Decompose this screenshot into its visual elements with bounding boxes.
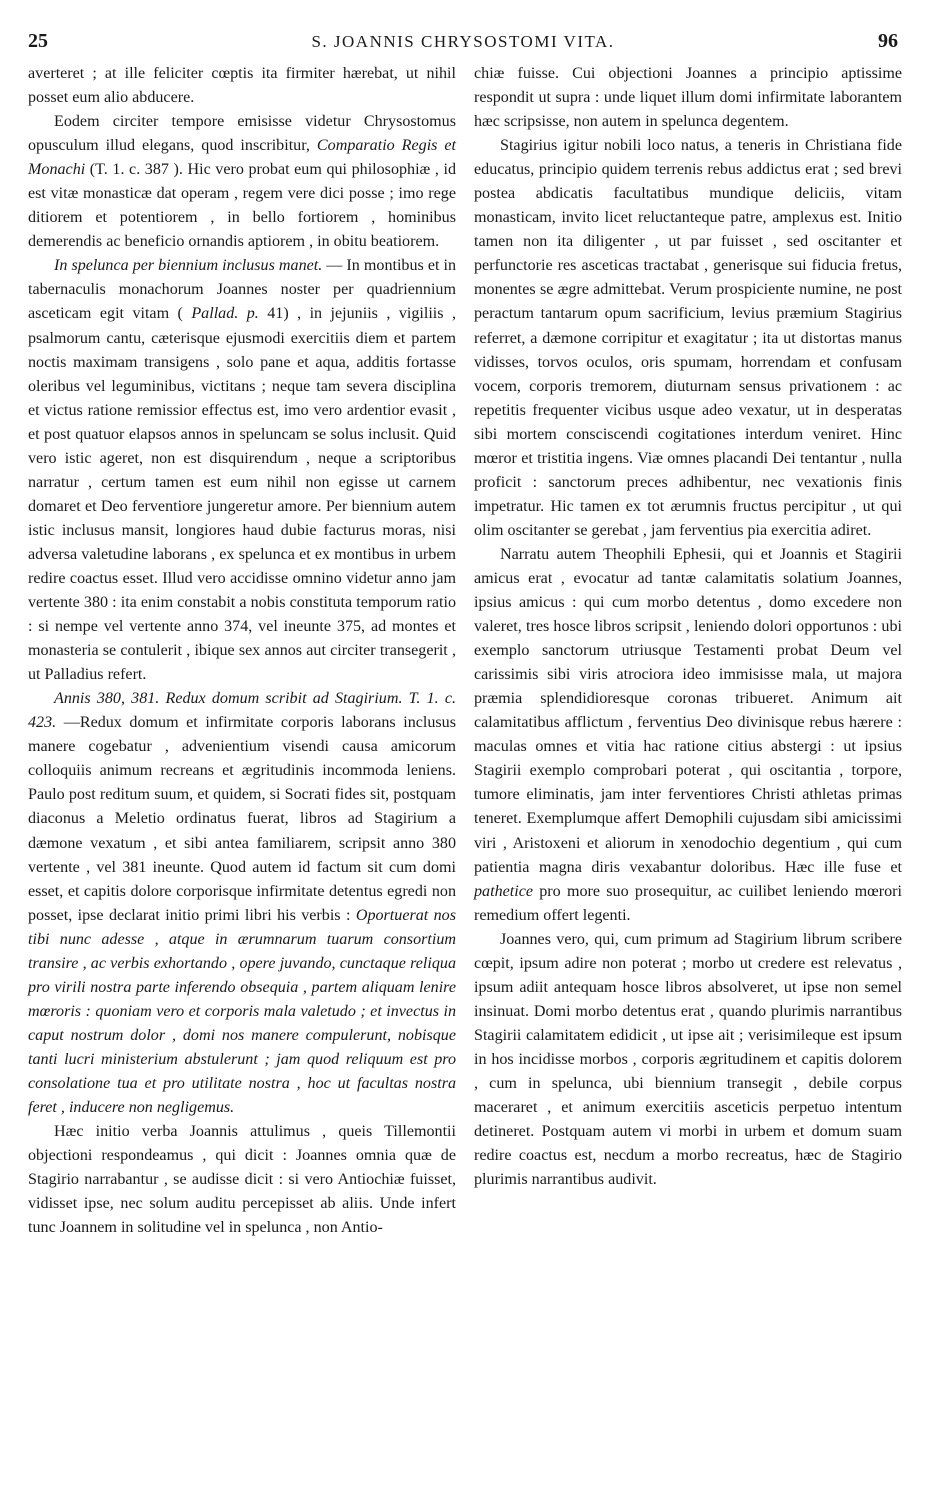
paragraph-continuation: averteret ; at ille feliciter cœptis ita firmiter hærebat, ut nihil posset eum alio abducere. bbox=[28, 65, 456, 107]
work-title: Comparatio Regis et Monachi bbox=[28, 137, 456, 179]
citation: Pallad. p. bbox=[191, 305, 259, 323]
running-title: S. JOANNIS CHRYSOSTOMI VITA. bbox=[311, 32, 615, 51]
section-heading: Annis 380, 381. Redux domum scribit ad Stagirium. T. 1. c. 423. bbox=[28, 690, 456, 732]
paragraph-joannes: Joannes vero, qui, cum primum ad Stagirium librum scribere cœpit, ipsum adire non poterat ; morbo ut credere est relevatus , ipsum adiit antequam hosce libros absolveret, ut ipse non semel insinuat. Domi morbo detentus erat , quando plurimis narrantibus Stagirii calamitatem edidicit , ut ipse ait ; verisimileque est ipsum in hos incidisse morbos , corporis ægritudinem et capitis dolorem , cum in spelunca, ubi biennium transegit , debile corpus maceraret , et animum exercitiis asceticis perpetuo intentum detineret. Postquam autem vi morbi in urbem et domum suam redire coactus est, necdum a morbo recreatus, hæc de Stagirio plurimis narrantibus audivit. bbox=[474, 930, 902, 1189]
right-column bbox=[474, 62, 902, 1192]
paragraph-continuation: chiæ fuisse. Cui objectioni Joannes a principio aptissime respondit ut supra : unde liquet illum domi infirmitate laborantem hæc scripsisse, non autem in spelunca degentem. bbox=[474, 65, 902, 131]
paragraph-stagirius: Stagirius igitur nobili loco natus, a teneris in Christiana fide educatus, principio quidem terrenis rebus addictus erat ; sed brevi postea abdicatis facultatibus mundique deliciis, vitam monasticam, invito licet reluctanteque patre, amplexus est. Initio tamen non ita diligenter , ut par fuisset , sed oscitanter et perfunctorie res asceticas tractabat , generisque sui fiducia fretus, monentes se ægre admittebat. Verum prospiciente numine, ne post peractum tantarum opum sacrificium, levius præmium Stagirius referret, a dæmone corripitur et exagitatur ; ita ut distortas manus vidisses, torvos oculos, oris spumam, horrendam et confusam vocem, corporis tremorem, diuturnam sensus privationem : ac repetitis frequenter vicibus usque adeo vexatur, ut in desperatas sibi mortem consciscendi cogitationes interdum veniret. Hinc mœror et tristitia ingens. Viæ omnes placandi Dei tentantur , nulla proficit : sanctorum preces adhibentur, nec vexationis finis impetratur. Hic tamen ex tot ærumnis fructus percipitur , ut qui olim oscitanter se gerebat , jam ferventius pia exercitia adiret. bbox=[474, 137, 902, 539]
page-number-right: 96 bbox=[878, 30, 898, 52]
page-header bbox=[28, 30, 898, 56]
emphasis: pathetice bbox=[474, 882, 533, 900]
paragraph-redux: Annis 380, 381. Redux domum scribit ad Stagirium. T. 1. c. 423. —Redux domum et infirmitate corporis laborans inclusus manere cogebatur , advenientium visendi causa amicorum colloquiis animum recreans et ægritudinis incommoda leniens. Paulo post reditum suum, et quidem, si Socrati fides sit, postquam diaconus a Meletio ordinatus fuerat, libros ad Stagirium a dæmone vexatum , et sibi antea familiarem, scripsit anno 380 vertente , vel 381 ineunte. Quod autem id factum sit cum domi esset, et capitis dolore corporisque infirmitate detentus egredi non posset, ipse declarat initio primi libri his verbis : Oportuerat nos tibi nunc adesse , atque in ærumnarum tuarum consortium transire , ac verbis exhortando , opere juvando, cunctaque reliqua pro virili nostra parte inferendo obsequia , partem aliquam lenire mœroris : quoniam vero et corporis mala valetudo ; et invectus in caput nostrum dolor , domi nos manere compulerunt, nobisque tanti lucri ministerium abstulerunt ; jam quod reliquum est pro consolatione tua et pro utilitate nostra , hoc ut facultas nostra feret , inducere non negligemus. bbox=[28, 690, 456, 1117]
paragraph-tillemont: Hæc initio verba Joannis attulimus , queis Tillemontii objectioni respondeamus , qui dicit : Joannes omnia quæ de Stagirio narrabantur , se audisse dicit : si vero Antiochiæ fuisset, vidisset ipse, nec solum auditu percepisset ab aliis. Unde infert tunc Joannem in solitudine vel in spelunca , non Antio- bbox=[28, 1123, 456, 1237]
left-column bbox=[28, 62, 456, 1240]
quotation: Oportuerat nos tibi nunc adesse , atque in ærumnarum tuarum consortium transire , ac verbis exhortando , opere juvando, cunctaque reliqua pro virili nostra parte inferendo obsequia , partem aliquam lenire mœroris : quoniam vero et corporis mala valetudo ; et invectus in caput nostrum dolor , domi nos manere compulerunt, nobisque tanti lucri ministerium abstulerunt ; jam quod reliquum est pro consolatione tua et pro utilitate nostra , hoc ut facultas nostra feret , inducere non negligemus. bbox=[28, 906, 456, 1117]
section-heading: In spelunca per biennium inclusus manet. bbox=[54, 257, 323, 275]
paragraph-comparatio: Eodem circiter tempore emisisse videtur Chrysostomus opusculum illud elegans, quod inscribitur, Comparatio Regis et Monachi (T. 1. c. 387 ). Hic vero probat eum qui philosophiæ , id est vitæ monasticæ dat operam , regem vere dici posse ; imo rege ditiorem et potentiorem , in bello fortiorem , hominibus demerendis ac beneficio ornandis aptiorem , in obitu beatiorem. bbox=[28, 113, 456, 251]
paragraph-theophilus: Narratu autem Theophili Ephesii, qui et Joannis et Stagirii amicus erat , evocatur ad tantæ calamitatis solatium Joannes, ipsius amicus : qui cum morbo detentus , domo excedere non valeret, tres hosce libros scripsit , leniendo dolori opportunos : ubi exemplo sanctorum utriusque Testamenti probat Deum vel carissimis sibi viris atrociora ideo immisisse mala, ut majora præmia splendidioresque coronas tribueret. Animum ait calamitatibus afflictum , ferventius Deo divinisque rebus hærere : maculas omnes et vitia hac ratione citius abstergi : ut ipsius Stagirii exemplo comprobari poterat , qui oscitantia , torpore, tumore eliminatis, jam inter ferventiores Christi athletas primas teneret. Exemplumque affert Demophili cujusdam sibi amicissimi viri , Aristoxeni et aliorum in xenodochio degentium , qui cum patientia magna diris vexabantur doloribus. Hæc ille fuse et pathetice pro more suo prosequitur, ac cuilibet leniendo mœrori remedium offert legenti. bbox=[474, 545, 902, 924]
page-number-left: 25 bbox=[28, 30, 48, 52]
paragraph-spelunca: In spelunca per biennium inclusus manet. — In montibus et in tabernaculis monachorum Joannes noster per quadriennium asceticam egit vitam ( Pallad. p. 41) , in jejuniis , vigiliis , psalmorum cantu, cæterisque ejusmodi exercitiis diem et partem noctis maximam transigens , solo pane et aqua, additis fortasse oleribus vel leguminibus, victitans ; neque tam severa disciplina et victus ratione remissior effectus est, imo vero ardentior evasit , et post quatuor elapsos annos in speluncam se solus inclusit. Quid vero istic ageret, non est disquirendum , neque a scriptoribus narratur , certum tamen est eum nihil non egisse ut carnem domaret et Deo ferventiore jungeretur amore. Per biennium autem istic inclusus mansit, longiores haud dubie facturus moras, nisi adversa valetudine laborans , ex spelunca et ex montibus in urbem redire coactus esset. Illud vero accidisse omnino videtur anno jam vertente 380 : ita enim constabit a nobis constituta temporum ratio : si nempe vel vertente anno 374, vel ineunte 375, ad montes et monasteria se contulerit , ibique sex annos aut circiter transegerit , ut Palladius refert. bbox=[28, 257, 457, 684]
